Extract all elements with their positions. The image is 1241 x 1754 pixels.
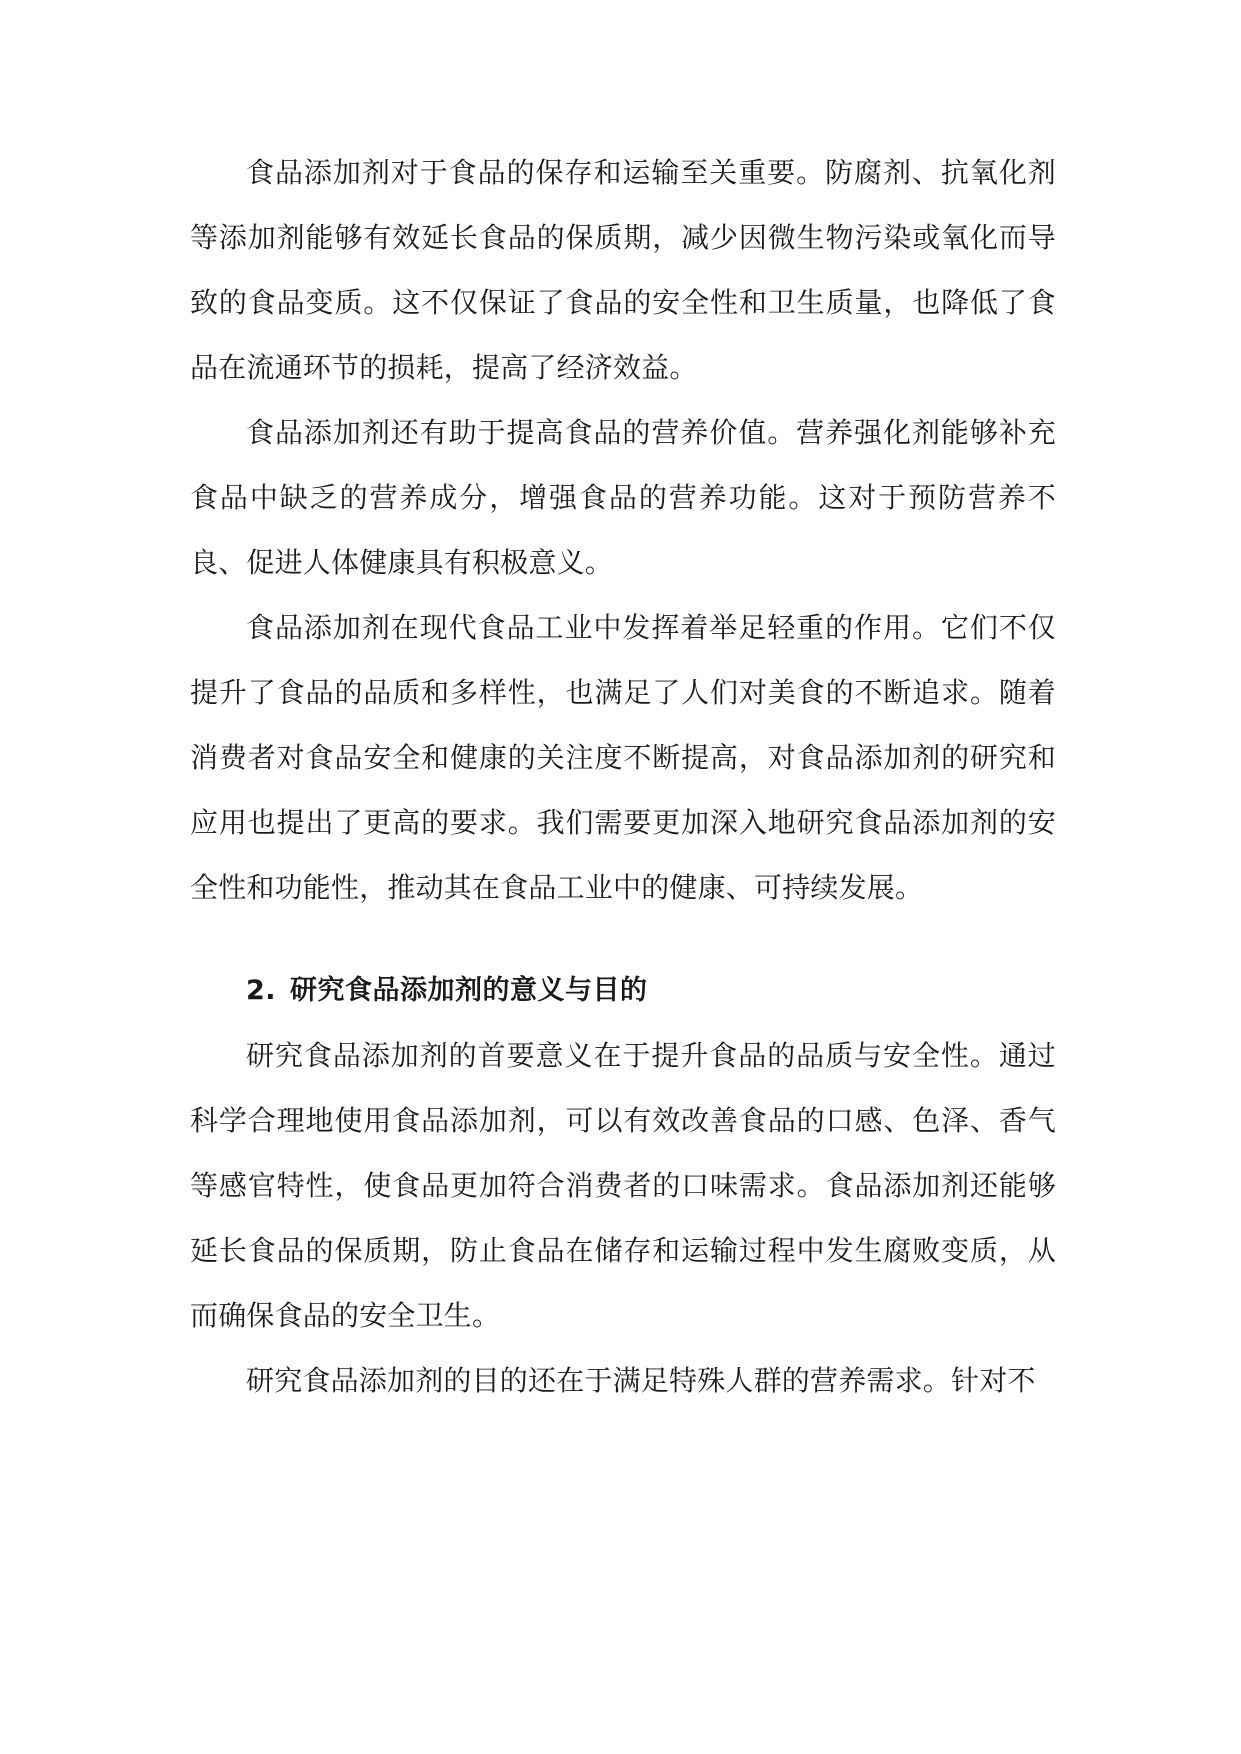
- paragraph-industry-role: 食品添加剂在现代食品工业中发挥着举足轻重的作用。它们不仅提升了食品的品质和多样性，也满足了人们对美食的不断追求。随着消费者对食品安全和健康的关注度不断提高，对食品添加剂的研究和应用也提出了更高的要求。我们需要更加深入地研究食品添加剂的安全性和功能性，推动其在食品工业中的健康、可持续发展。: [190, 611, 1056, 904]
- section-heading: [190, 958, 1056, 1023]
- section-number: 2.: [246, 975, 277, 1006]
- section-title: 研究食品添加剂的意义与目的: [290, 975, 648, 1006]
- paragraph-purpose: 研究食品添加剂的目的还在于满足特殊人群的营养需求。针对不: [246, 1364, 1036, 1397]
- document-body: [190, 140, 1056, 1413]
- paragraph-nutrition: 食品添加剂还有助于提高食品的营养价值。营养强化剂能够补充食品中缺乏的营养成分，增强食品的营养功能。这对于预防营养不良、促进人体健康具有积极意义。: [190, 416, 1056, 579]
- paragraph-preservation: 食品添加剂对于食品的保存和运输至关重要。防腐剂、抗氧化剂等添加剂能够有效延长食品的保质期，减少因微生物污染或氧化而导致的食品变质。这不仅保证了食品的安全性和卫生质量，也降低了食品在流通环节的损耗，提高了经济效益。: [190, 156, 1056, 384]
- paragraph-significance: 研究食品添加剂的首要意义在于提升食品的品质与安全性。通过科学合理地使用食品添加剂，可以有效改善食品的口感、色泽、香气等感官特性，使食品更加符合消费者的口味需求。食品添加剂还能够延长食品的保质期，防止食品在储存和运输过程中发生腐败变质，从而确保食品的安全卫生。: [190, 1039, 1056, 1332]
